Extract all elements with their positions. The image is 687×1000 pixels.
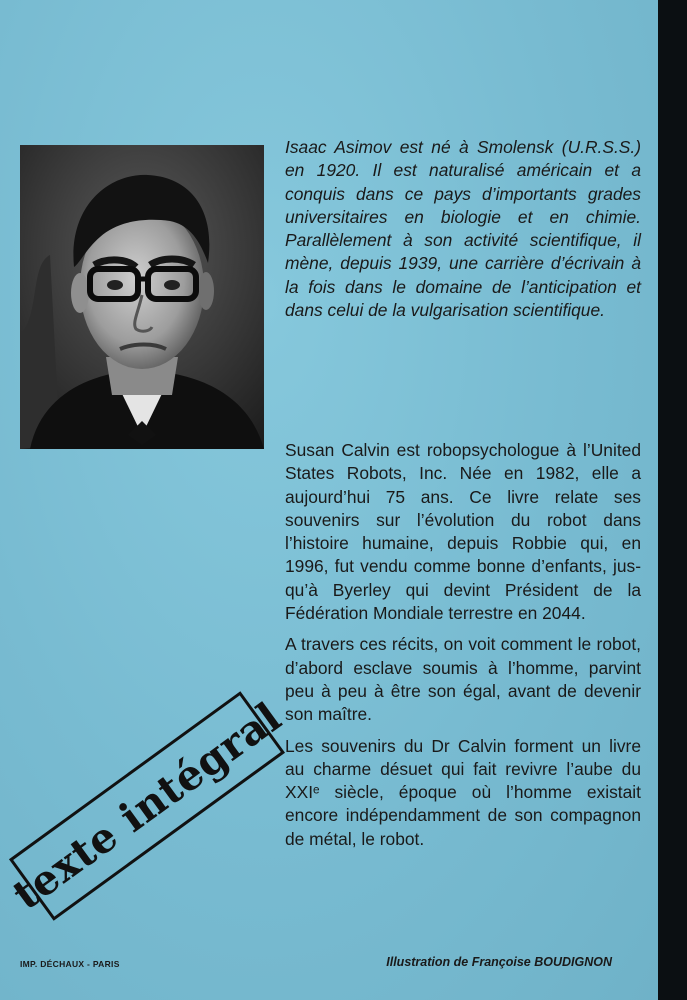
summary-paragraph: A travers ces récits, on voit comment le robot, d’abord esclave soumis à l’homme, parvint peu à peu à être son égal, avant de devenir son maître.: [285, 634, 641, 725]
illustration-credit: Illustration de Françoise BOUDIGNON: [386, 955, 612, 969]
book-summary: [285, 439, 641, 859]
author-bio: Isaac Asimov est né à Smolensk (U.R.S.S.) en 1920. Il est naturalisé américain et a conquis dans ce pays d’importants grades universitaires en biologie et en chimie. Parallèlement à son activité scientifique, il mène, depuis 1939, une carrière d’écrivain à la fois dans le domaine de l’anticipation et dans celui de la vulgarisation scientifique.: [285, 137, 641, 321]
stamp-label: texte intégral: [4, 692, 290, 920]
book-spine: [658, 0, 687, 1000]
summary-paragraph: Les souvenirs du Dr Calvin forment un livre au charme désuet qui fait revivre l’aube du XXIᵉ siècle, époque où l’homme existait encore indépendamment de son compagnon de métal, le robot.: [285, 735, 641, 849]
summary-paragraph: Susan Calvin est robopsychologue à l’United States Robots, Inc. Née en 1982, elle a aujourd’hui 75 ans. Ce livre relate ses souvenirs sur l’évolution du robot dans l’histoire humaine, depuis Robbie qui, en 1996, fut vendu comme bonne d’enfants, jusqu’à Byerley qui devint Président de la Fédération Mondiale terrestre en 2044.: [285, 440, 641, 624]
author-photo: [20, 145, 264, 449]
texte-integral-stamp: [4, 691, 290, 921]
printer-credit: IMP. DÉCHAUX - PARIS: [20, 959, 120, 969]
